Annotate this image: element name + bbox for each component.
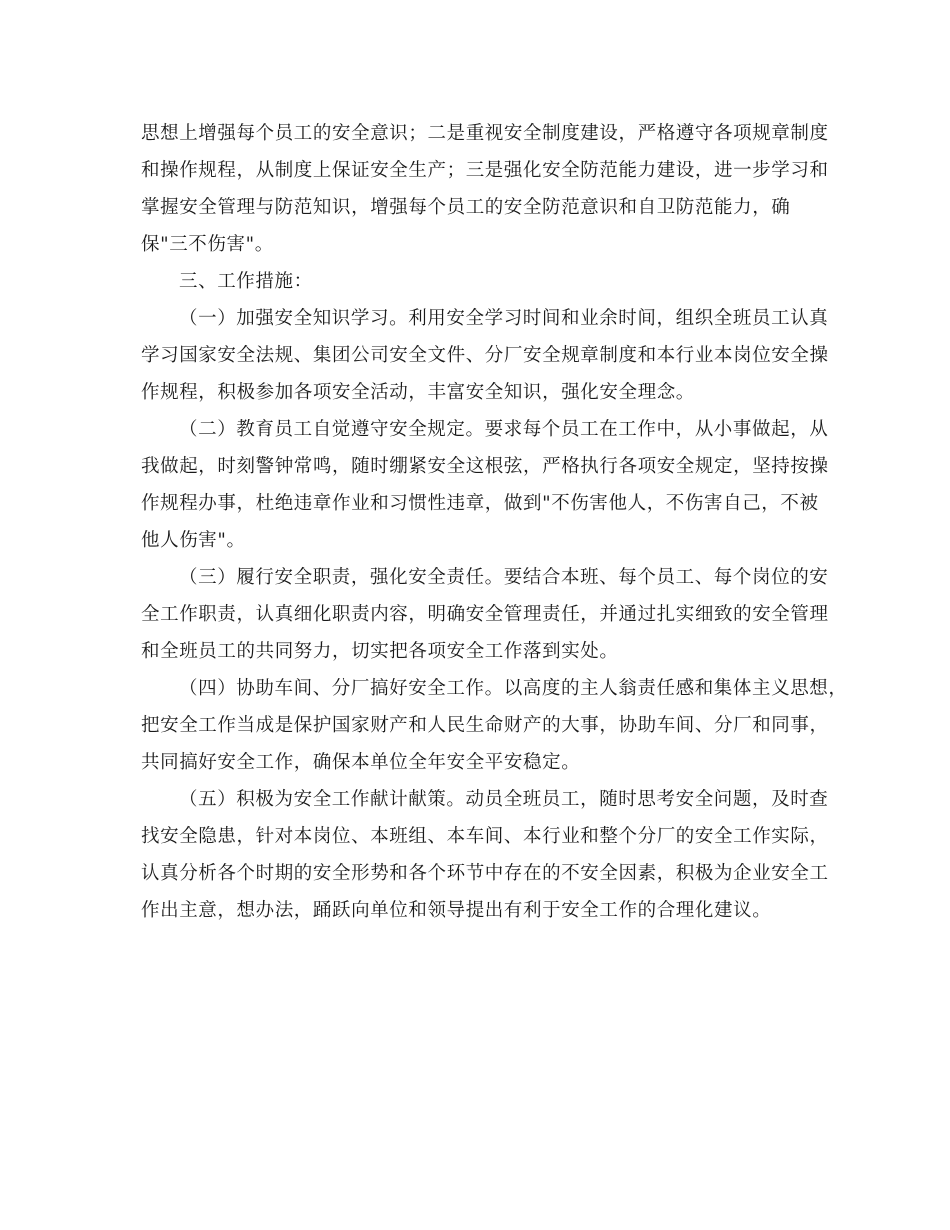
text-line: 作规程办事，杜绝违章作业和习惯性违章，做到"不伤害他人，不伤害自己，不被 xyxy=(141,493,819,514)
text-line: 思想上增强每个员工的安全意识；二是重视安全制度建设，严格遵守各项规章制度 xyxy=(141,123,829,144)
section-heading: 三、工作措施： xyxy=(179,271,313,292)
text-line: 学习国家安全法规、集团公司安全文件、分厂安全规章制度和本行业本岗位安全操 xyxy=(141,345,829,366)
text-line: 我做起，时刻警钟常鸣，随时绷紧安全这根弦，严格执行各项安全规定，坚持按操 xyxy=(141,456,829,477)
text-line: （一）加强安全知识学习。利用安全学习时间和业余时间，组织全班员工认真 xyxy=(179,308,829,329)
text-line: 找安全隐患，针对本岗位、本班组、本车间、本行业和整个分厂的安全工作实际， xyxy=(141,826,829,847)
text-line: 和操作规程，从制度上保证安全生产；三是强化安全防范能力建设，进一步学习和 xyxy=(141,160,829,181)
text-line: 作出主意，想办法，踊跃向单位和领导提出有利于安全工作的合理化建议。 xyxy=(141,900,772,921)
text-line: 他人伤害"。 xyxy=(141,530,246,551)
text-line: （二）教育员工自觉遵守安全规定。要求每个员工在工作中，从小事做起，从 xyxy=(179,419,829,440)
text-line: 把安全工作当成是保护国家财产和人民生命财产的大事，协助车间、分厂和同事， xyxy=(141,715,829,736)
text-line: 保"三不伤害"。 xyxy=(141,234,274,255)
text-line: 共同搞好安全工作，确保本单位全年安全平安稳定。 xyxy=(141,752,581,773)
text-line: （三）履行安全职责，强化安全责任。要结合本班、每个员工、每个岗位的安 xyxy=(179,567,829,588)
text-line: （五）积极为安全工作献计献策。动员全班员工，随时思考安全问题，及时查 xyxy=(179,789,829,810)
text-line: 和全班员工的共同努力，切实把各项安全工作落到实处。 xyxy=(141,641,619,662)
document-body xyxy=(141,115,848,929)
text-line: 认真分析各个时期的安全形势和各个环节中存在的不安全因素，积极为企业安全工 xyxy=(141,863,829,884)
text-line: 作规程，积极参加各项安全活动，丰富安全知识，强化安全理念。 xyxy=(141,382,695,403)
text-line: 全工作职责，认真细化职责内容，明确安全管理责任，并通过扎实细致的安全管理 xyxy=(141,604,829,625)
text-line: 掌握安全管理与防范知识，增强每个员工的安全防范意识和自卫防范能力，确 xyxy=(141,197,791,218)
text-line: （四）协助车间、分厂搞好安全工作。以高度的主人翁责任感和集体主义思想， xyxy=(179,678,848,699)
